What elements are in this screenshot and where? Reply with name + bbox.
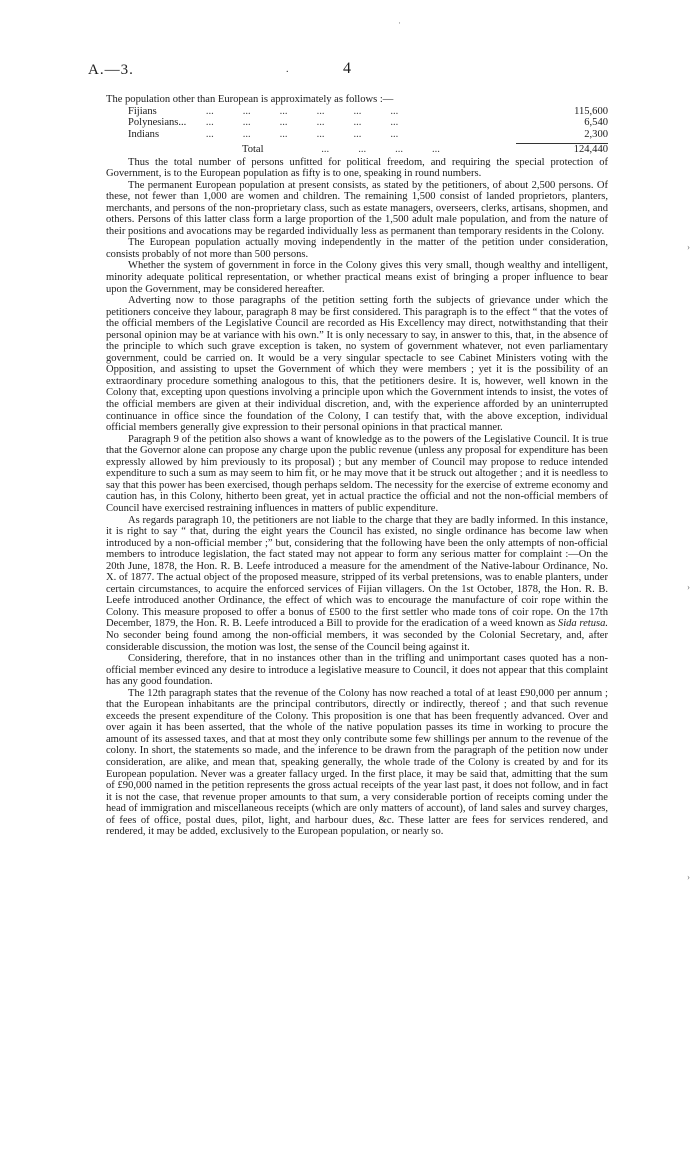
paragraph: The European population actually moving independently in the matter of the petition under consideration, consists probably of not more than 500 persons. [106,237,608,260]
paragraph: Whether the system of government in force in the Colony gives this very small, though wealthy and intelligent, minority adequate political representation, or whether practical means exist of bringing a proper influence to bear upon the Government, may be considered hereafter. [106,260,608,295]
table-row [106,117,608,129]
margin-mark: › [687,242,690,252]
row-label: Fijians [128,105,157,117]
row-value: 6,540 [584,117,608,129]
population-intro: The population other than European is approximately as follows :— [106,94,394,105]
paragraph [106,515,608,654]
page-number: 4 [343,60,351,77]
margin-mark: · [398,18,401,28]
total-value: 124,440 [573,143,608,155]
paragraph: Considering, therefore, that in no instances other than in the trifling and unimportant cases quoted has a non-official member evinced any desire to introduce a legislative measure to Council, it does not appear that this complaint has any good foundation. [106,653,608,688]
paragraph-part: As regards paragraph 10, the petitioners are not liable to the charge that they are badly informed. In this instance, it is right to say “ that, during the eight years the Council has existed, no single ordinance has become law when introduced by a non-official member ;” but, considering that the following have been the only attempts of non-official members to introduce legislation, the fact stated may not appear to form any serious matter for complaint :—On the 20th June, 1878, the Hon. R. B. Leefe introduced a measure for the amendment of the Native-labour Ordinance, No. X. of 1877. The actual object of the proposed measure, stripped of its verbal pretensions, was to enable planters, under certain circumstances, to acquire the enforced services of Fijian villagers. On the 1st October, 1878, the Hon. R. B. Leefe introduced another Ordinance, the effect of which was to encourage the manufacture of coir rope within the Colony. This measure proposed to offer a bonus of £500 to the first settler who made tons of coir rope. On the 17th December, 1879, the Hon. R. B. Leefe introduced a Bill to provide for the eradication of a weed known as [106,514,608,630]
document-body [106,94,608,838]
leader-dots: ... ... ... ... ... ... [190,117,399,129]
population-table [106,106,608,140]
paragraph: Paragraph 9 of the petition also shows a want of knowledge as to the powers of the Legislative Council. It is true that the Governor alone can propose any charge upon the public revenue (unless any proposal for expenditure has been expressly allowed by him previously to its proposal) ; but any member of Council may propose to reduce intended expenditure to such a sum as may seem to him fit, or he may move that it be struck out altogether ; and it is needless to say that this power has been exercised, though perhaps seldom. The necessity for the exercise of extreme economy and caution has, in this Colony, hitherto been great, yet in actual practice the official and not the non-official members of Council have exercised restraining influences in matters of public expenditure. [106,433,608,514]
row-value: 2,300 [584,128,608,140]
total-row [106,144,608,157]
table-row [106,106,608,118]
paragraph: Thus the total number of persons unfitted for political freedom, and requiring the special protection of Government, is to the European population as fifty is to one, speaking in round numbers. [106,156,608,180]
row-value: 115,600 [574,105,608,117]
document-reference: A.—3. [88,62,134,78]
margin-mark: › [687,582,690,592]
header-dot: . [286,64,289,75]
table-row [106,129,608,141]
leader-dots: ... ... ... ... ... ... [190,128,399,140]
paragraph: The permanent European population at present consists, as stated by the petitioners, of about 2,500 persons. Of these, not fewer than 1,000 are women and children. The remaining 1,500 consist of landed proprietors, planters, merchants, and persons of the non-proprietary class, such as estate managers, overseers, clerks, artisans, shopmen, and others. Persons of this latter class form a large proportion of the 1,500 adult male population, and from the nature of their positions and avocations may be regarded individually less as permanent than temporary residents in the Colony. [106,179,608,237]
italic-term: Sida retusa. [557,618,609,630]
row-label: Polynesians... [128,117,187,129]
paragraph: Adverting now to those paragraphs of the petition setting forth the subjects of grievance under which the petitioners conceive they labour, paragraph 8 may be first considered. This paragraph is to the effect “ that the votes of the official members of the Legislative Council are recorded as His Excellency may direct, notwithstanding that their personal opinion may be at variance with his own.” It is only necessary to say, in answer to this, that, in the absence of the principle to which such grave exception is taken, no system of government whatever, not even parliamentary government, could be carried on. It would be a very singular spectacle to see Cabinet Ministers voting with the Opposition, and assisting to upset the Government of which they were members ; yet it is the possibility of an extraordinary procedure something analogous to this, that the petitioners desire. It is, however, well known in the Colony that, excepting upon questions involving a principle upon which the Government intends to insist, the votes of the official members are given at their individual discretion, and, with the experience afforded by an uninterrupted continuance in office since the foundation of the Colony, I can testify that, with the above exception, individual official members generally give expression to their personal opinions in that practical manner. [106,295,608,434]
total-label: Total [242,143,264,155]
leader-dots: ... ... ... ... [316,143,440,155]
paragraph-part: No seconder being found among the non-official members, it was seconded by the Colonial Secretary, and, after considerable discussion, the motion was lost, the sense of the Council being against it. [106,629,608,653]
leader-dots: ... ... ... ... ... ... [190,105,399,117]
margin-mark: › [687,872,690,882]
paragraph: The 12th paragraph states that the revenue of the Colony has now reached a total of at least £90,000 per annum ; that the European inhabitants are the principal contributors, directly or indirectly, thereof ; and that such revenue exceeds the present expenditure of the Colony. This proposition is one that has been frequently advanced. Over and over again it has been asserted, that the whole of the native population passes its time in working to procure the amount of its assessed taxes, and that at most they only contribute some few shillings per annum to the revenue of the colony. In short, the statements so made, and the inference to be drawn from the paragraph of the petition now under consideration, are alike, and mean that, speaking generally, the whole trade of the Colony is created by and for its European population. Never was a greater fallacy urged. In the first place, it may be said that, admitting that the sum of £90,000 named in the petition represents the gross actual receipts of the year last past, it does not follow, and in fact it is not the case, that revenue proper amounts to that sum, a very considerable portion of receipts coming under the head of immigration and miscellaneous receipts (which are only matters of account), of land sales and survey charges, of fees of office, postal dues, pilot, light, and harbour dues, &c. These latter are fees for services rendered, and rendered, it may be added, exclusively to the European population, or nearly so. [106,687,608,838]
row-label: Indians [128,128,160,140]
